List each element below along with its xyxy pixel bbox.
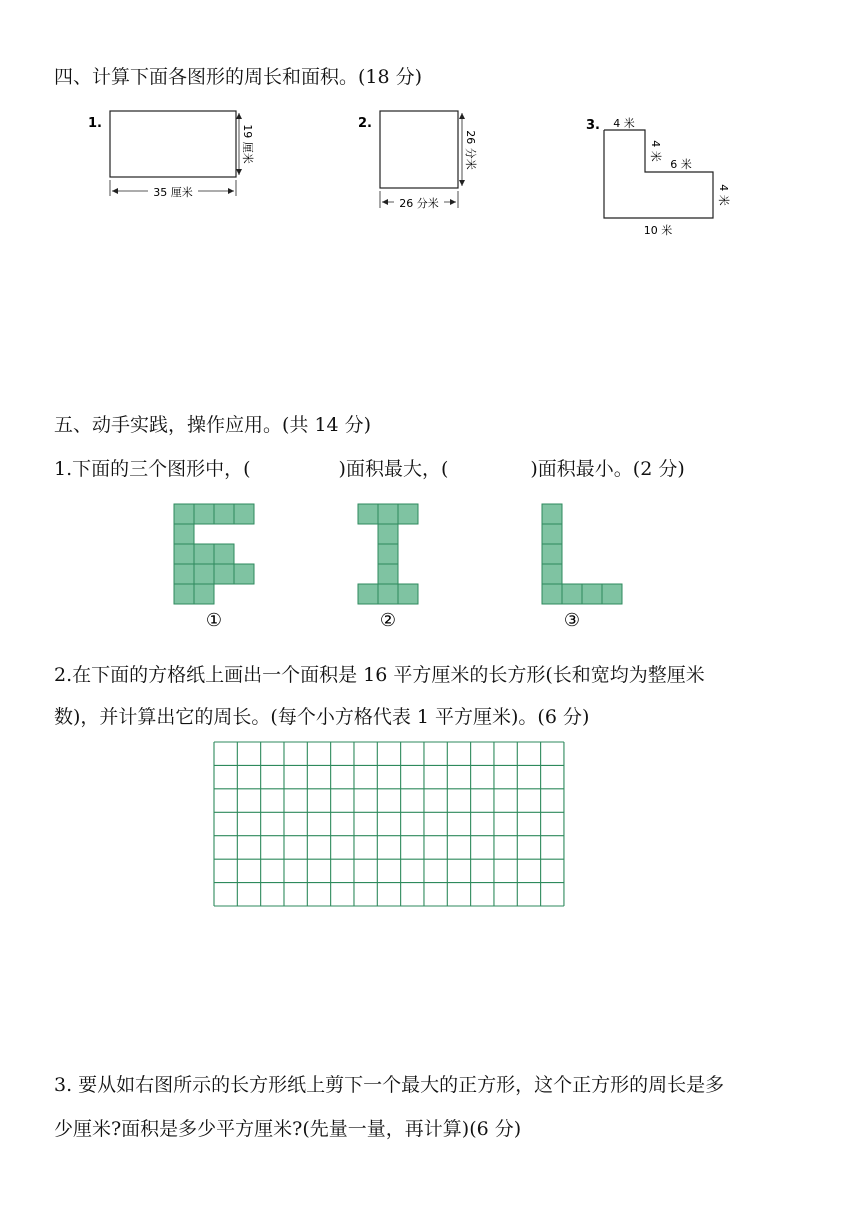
question-1-part1: 1.下面的三个图形中，( bbox=[54, 458, 251, 480]
shape-cell bbox=[358, 584, 378, 604]
shape-cell bbox=[234, 504, 254, 524]
shape-cell bbox=[214, 544, 234, 564]
shape-cell bbox=[194, 544, 214, 564]
shape-cell bbox=[378, 524, 398, 544]
question-2-line-1: 2.在下面的方格纸上画出一个面积是 16 平方厘米的长方形(长和宽均为整厘米 bbox=[54, 664, 705, 686]
shape-cell bbox=[378, 504, 398, 524]
shape-cell bbox=[378, 584, 398, 604]
figure-3-top-label: 4 米 bbox=[613, 117, 635, 130]
figure-2-square bbox=[354, 106, 494, 216]
question-2-line-2: 数)，并计算出它的周长。(每个小方格代表 1 平方厘米)。(6 分) bbox=[54, 706, 590, 728]
figure-3-inner-vertical-label: 4 米 bbox=[649, 140, 662, 162]
question-1-part3: )面积最小。(2 分) bbox=[530, 458, 685, 480]
shape-cell bbox=[602, 584, 622, 604]
figure-3-number: 3. bbox=[586, 118, 600, 133]
shape-cell bbox=[542, 504, 562, 524]
section-4-heading: 四、计算下面各图形的周长和面积。(18 分) bbox=[54, 66, 423, 88]
section-5-heading: 五、动手实践，操作应用。(共 14 分) bbox=[54, 414, 372, 436]
figure-1-width-label: 35 厘米 bbox=[153, 186, 193, 199]
shape-cell bbox=[214, 564, 234, 584]
grid-paper[interactable] bbox=[212, 740, 568, 908]
shape-cell bbox=[174, 564, 194, 584]
shape-cell bbox=[378, 544, 398, 564]
figure-3-l-shape bbox=[582, 110, 742, 240]
shape-cell bbox=[234, 564, 254, 584]
figure-3-bottom-label: 10 米 bbox=[643, 224, 673, 237]
figure-1-rectangle bbox=[84, 106, 274, 210]
question-3-line-1: 3. 要从如右图所示的长方形纸上剪下一个最大的正方形，这个正方形的周长是多 bbox=[54, 1074, 725, 1096]
shape-2-label: ② bbox=[379, 610, 397, 631]
shape-1-label: ① bbox=[205, 610, 223, 631]
shape-cell bbox=[542, 524, 562, 544]
question-3-line-2: 少厘米?面积是多少平方厘米?(先量一量，再计算)(6 分) bbox=[54, 1118, 522, 1140]
shape-cell bbox=[194, 504, 214, 524]
figure-3-inner-horizontal-label: 6 米 bbox=[670, 158, 692, 171]
shape-1 bbox=[174, 504, 254, 604]
figure-3-right-label: 4 米 bbox=[717, 184, 730, 206]
shape-cell bbox=[174, 524, 194, 544]
figure-2-height-label: 26 分米 bbox=[464, 130, 477, 170]
shape-cell bbox=[378, 564, 398, 584]
shape-cell bbox=[358, 504, 378, 524]
shape-2 bbox=[358, 504, 418, 604]
shape-cell bbox=[398, 504, 418, 524]
shape-cell bbox=[398, 584, 418, 604]
question-1-text bbox=[54, 454, 685, 481]
shape-cell bbox=[542, 584, 562, 604]
shape-cell bbox=[194, 584, 214, 604]
shape-cell bbox=[174, 584, 194, 604]
shape-cell bbox=[542, 564, 562, 584]
figure-2-number: 2. bbox=[358, 116, 372, 131]
figure-2-width-label: 26 分米 bbox=[399, 197, 439, 210]
question-1-shapes bbox=[160, 500, 640, 636]
figure-1-number: 1. bbox=[88, 116, 102, 131]
shape-3 bbox=[542, 504, 622, 604]
shape-cell bbox=[174, 544, 194, 564]
figure-1-height-label: 19 厘米 bbox=[241, 124, 254, 164]
shape-3-label: ③ bbox=[563, 610, 581, 631]
shape-cell bbox=[194, 564, 214, 584]
shape-cell bbox=[174, 504, 194, 524]
shape-cell bbox=[214, 504, 234, 524]
shape-cell bbox=[582, 584, 602, 604]
question-1-part2: )面积最大，( bbox=[338, 458, 449, 480]
shape-cell bbox=[562, 584, 582, 604]
shape-cell bbox=[542, 544, 562, 564]
